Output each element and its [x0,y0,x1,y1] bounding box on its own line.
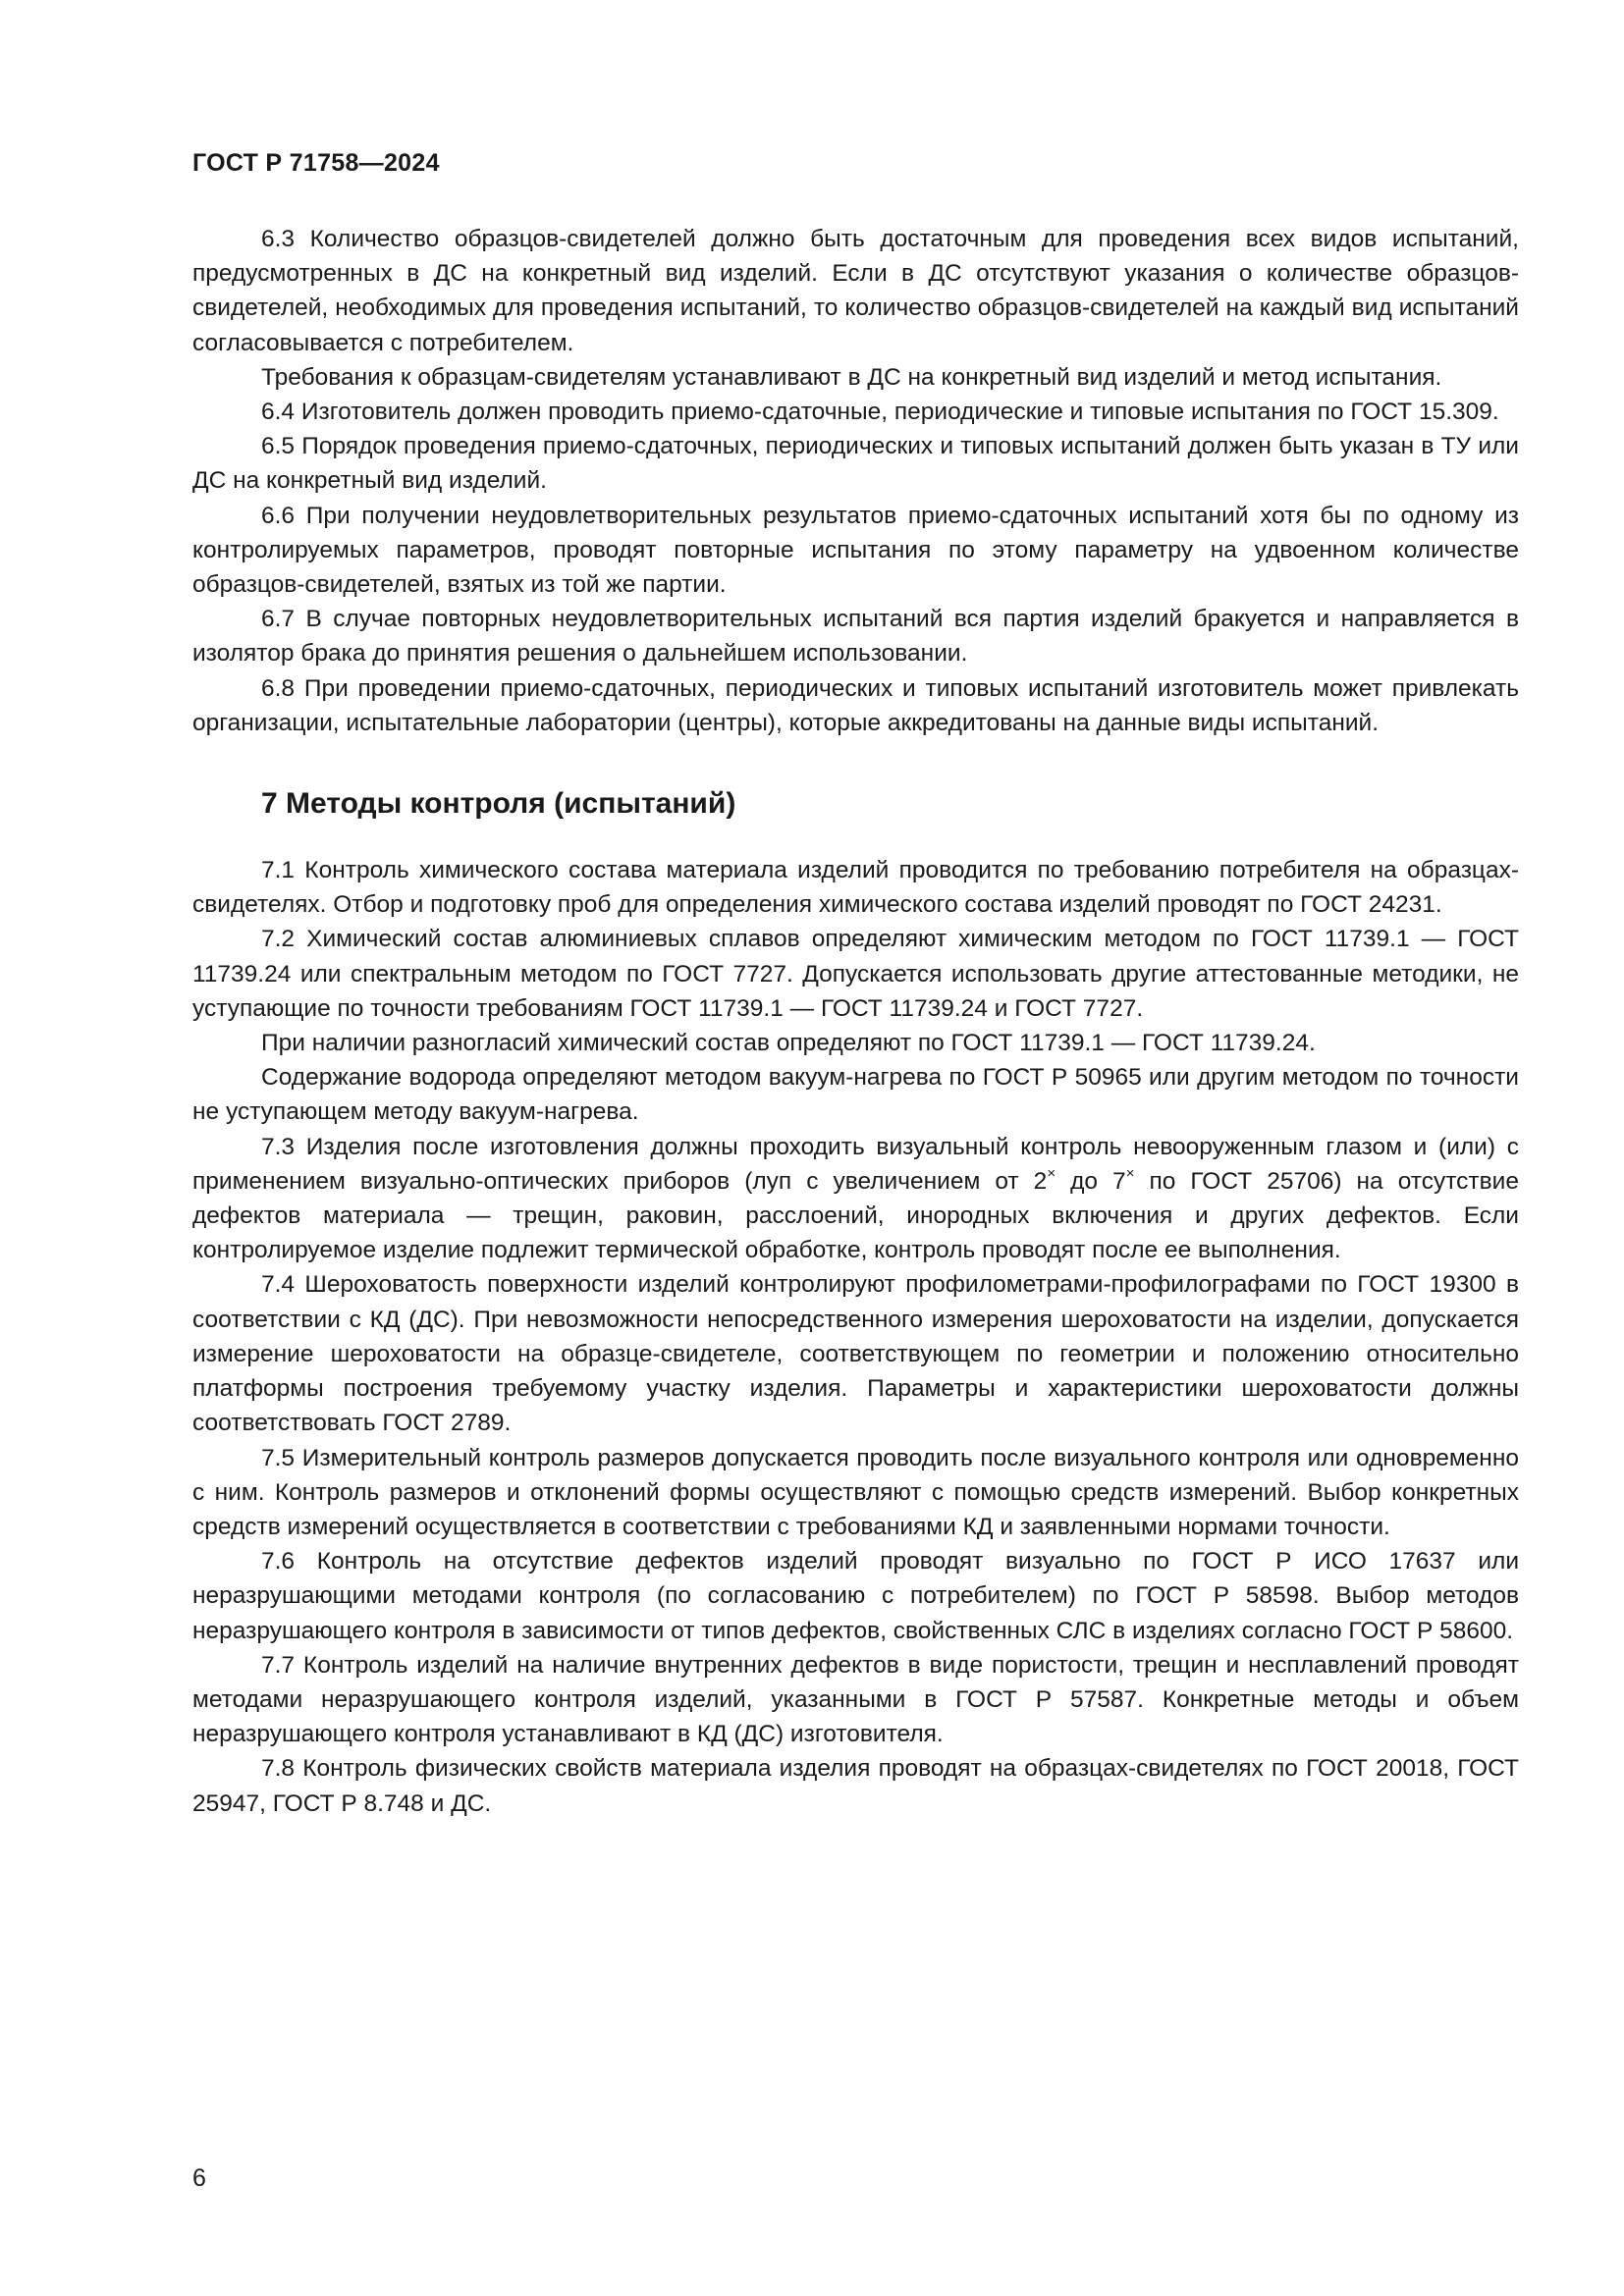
document-header: ГОСТ Р 71758—2024 [192,149,440,177]
paragraph-6-7: 6.7 В случае повторных неудовлетворительных испытаний вся партия изделий бракуется и направляется в изолятор брака до принятия решения о дальнейшем использовании. [192,606,1519,667]
paragraph-6-3: 6.3 Количество образцов-свидетелей должно быть достаточным для проведения всех видов испытаний, предусмотренных в ДС на конкретный вид изделий. Если в ДС отсутствуют указания о количестве образцов-свидетелей, необходимых для проведения испытаний, то количество образцов-свидетелей на каждый вид испытаний согласовывается с потребителем. [192,226,1519,356]
paragraph-6-4: 6.4 Изготовитель должен проводить приемо-сдаточные, периодические и типовые испытания по ГОСТ 15.309. [261,399,1499,426]
paragraph-7-3-part3: по ГОСТ 25706) на отсутствие дефектов материала — трещин, раковин, расслоений, инородных включения и других дефектов. Если контролируемое изделие подлежит термической обработке, контроль проводят после ее выполнения. [192,1167,1519,1264]
document-body [192,222,1519,1821]
paragraph-7-5: 7.5 Измерительный контроль размеров допускается проводить после визуального контроля или одновременно с ним. Контроль размеров и отклонений формы осуществляют с помощью средств измерений. Выбор конкретных средств измерений осуществляется в соответствии с требованиями КД и заявленными нормами точности. [192,1444,1519,1540]
magnification-superscript: × [1125,1164,1135,1182]
paragraph-7-2-hydrogen: Содержание водорода определяют методом вакуум-нагрева по ГОСТ Р 50965 или другим методом по точности не уступающем методу вакуум-нагрева. [192,1064,1519,1126]
paragraph-6-6: 6.6 При получении неудовлетворительных результатов приемо-сдаточных испытаний хотя бы по одному из контролируемых параметров, проводят повторные испытания по этому параметру на удвоенном количестве образцов-свидетелей, взятых из той же партии. [192,502,1519,599]
paragraph-7-3-part1: 7.3 Изделия после изготовления должны проходить визуальный контроль невооруженным глазом и (или) с применением визуально-оптических приборов (луп с увеличением от 2 [192,1133,1519,1195]
paragraph-7-3-part2: до 7 [1056,1167,1126,1195]
paragraph-6-3-requirements: Требования к образцам-свидетелям устанавливают в ДС на конкретный вид изделий и метод испытания. [261,363,1442,391]
magnification-superscript: × [1047,1164,1056,1182]
paragraph-7-4: 7.4 Шероховатость поверхности изделий контролируют профилометрами-профилографами по ГОСТ 19300 в соответствии с КД (ДС). При невозможности непосредственного измерения шероховатости на изделии, допускается измерение шероховатости на образце-свидетеле, соответствующем по геометрии и положению относительно платформы построения требуемому участку изделия. Параметры и характеристики шероховатости должны соответствовать ГОСТ 2789. [192,1271,1519,1437]
paragraph-7-3 [192,1130,1519,1268]
paragraph-7-7: 7.7 Контроль изделий на наличие внутренних дефектов в виде пористости, трещин и несплавлений проводят методами неразрушающего контроля изделий, указанными в ГОСТ Р 57587. Конкретные методы и объем неразрушающего контроля устанавливают в КД (ДС) изготовителя. [192,1651,1519,1748]
paragraph-6-8: 6.8 При проведении приемо-сдаточных, периодических и типовых испытаний изготовитель может привлекать организации, испытательные лаборатории (центры), которые аккредитованы на данные виды испытаний. [192,674,1519,736]
page-number: 6 [192,2164,206,2192]
paragraph-6-5: 6.5 Порядок проведения приемо-сдаточных, периодических и типовых испытаний должен быть указан в ТУ или ДС на конкретный вид изделий. [192,433,1519,495]
section-7-title: 7 Методы контроля (испытаний) [261,787,736,821]
paragraph-7-2: 7.2 Химический состав алюминиевых сплавов определяют химическим методом по ГОСТ 11739.1 — ГОСТ 11739.24 или спектральным методом по ГОСТ 7727. Допускается использовать другие аттестованные методики, не уступающие по точности требованиям ГОСТ 11739.1 — ГОСТ 11739.24 и ГОСТ 7727. [192,926,1519,1022]
paragraph-7-6: 7.6 Контроль на отсутствие дефектов изделий проводят визуально по ГОСТ Р ИСО 17637 или неразрушающими методами контроля (по согласованию с потребителем) по ГОСТ Р 58598. Выбор методов неразрушающего контроля в зависимости от типов дефектов, свойственных СЛС в изделиях согласно ГОСТ Р 58600. [192,1548,1519,1644]
paragraph-7-2-disagreement: При наличии разногласий химический состав определяют по ГОСТ 11739.1 — ГОСТ 11739.24. [261,1030,1316,1057]
paragraph-7-8: 7.8 Контроль физических свойств материала изделия проводят на образцах-свидетелях по ГОСТ 20018, ГОСТ 25947, ГОСТ Р 8.748 и ДС. [192,1755,1519,1817]
paragraph-7-1: 7.1 Контроль химического состава материала изделий проводится по требованию потребителя на образцах-свидетелях. Отбор и подготовку проб для определения химического состава изделий проводят по ГОСТ 24231. [192,857,1519,919]
